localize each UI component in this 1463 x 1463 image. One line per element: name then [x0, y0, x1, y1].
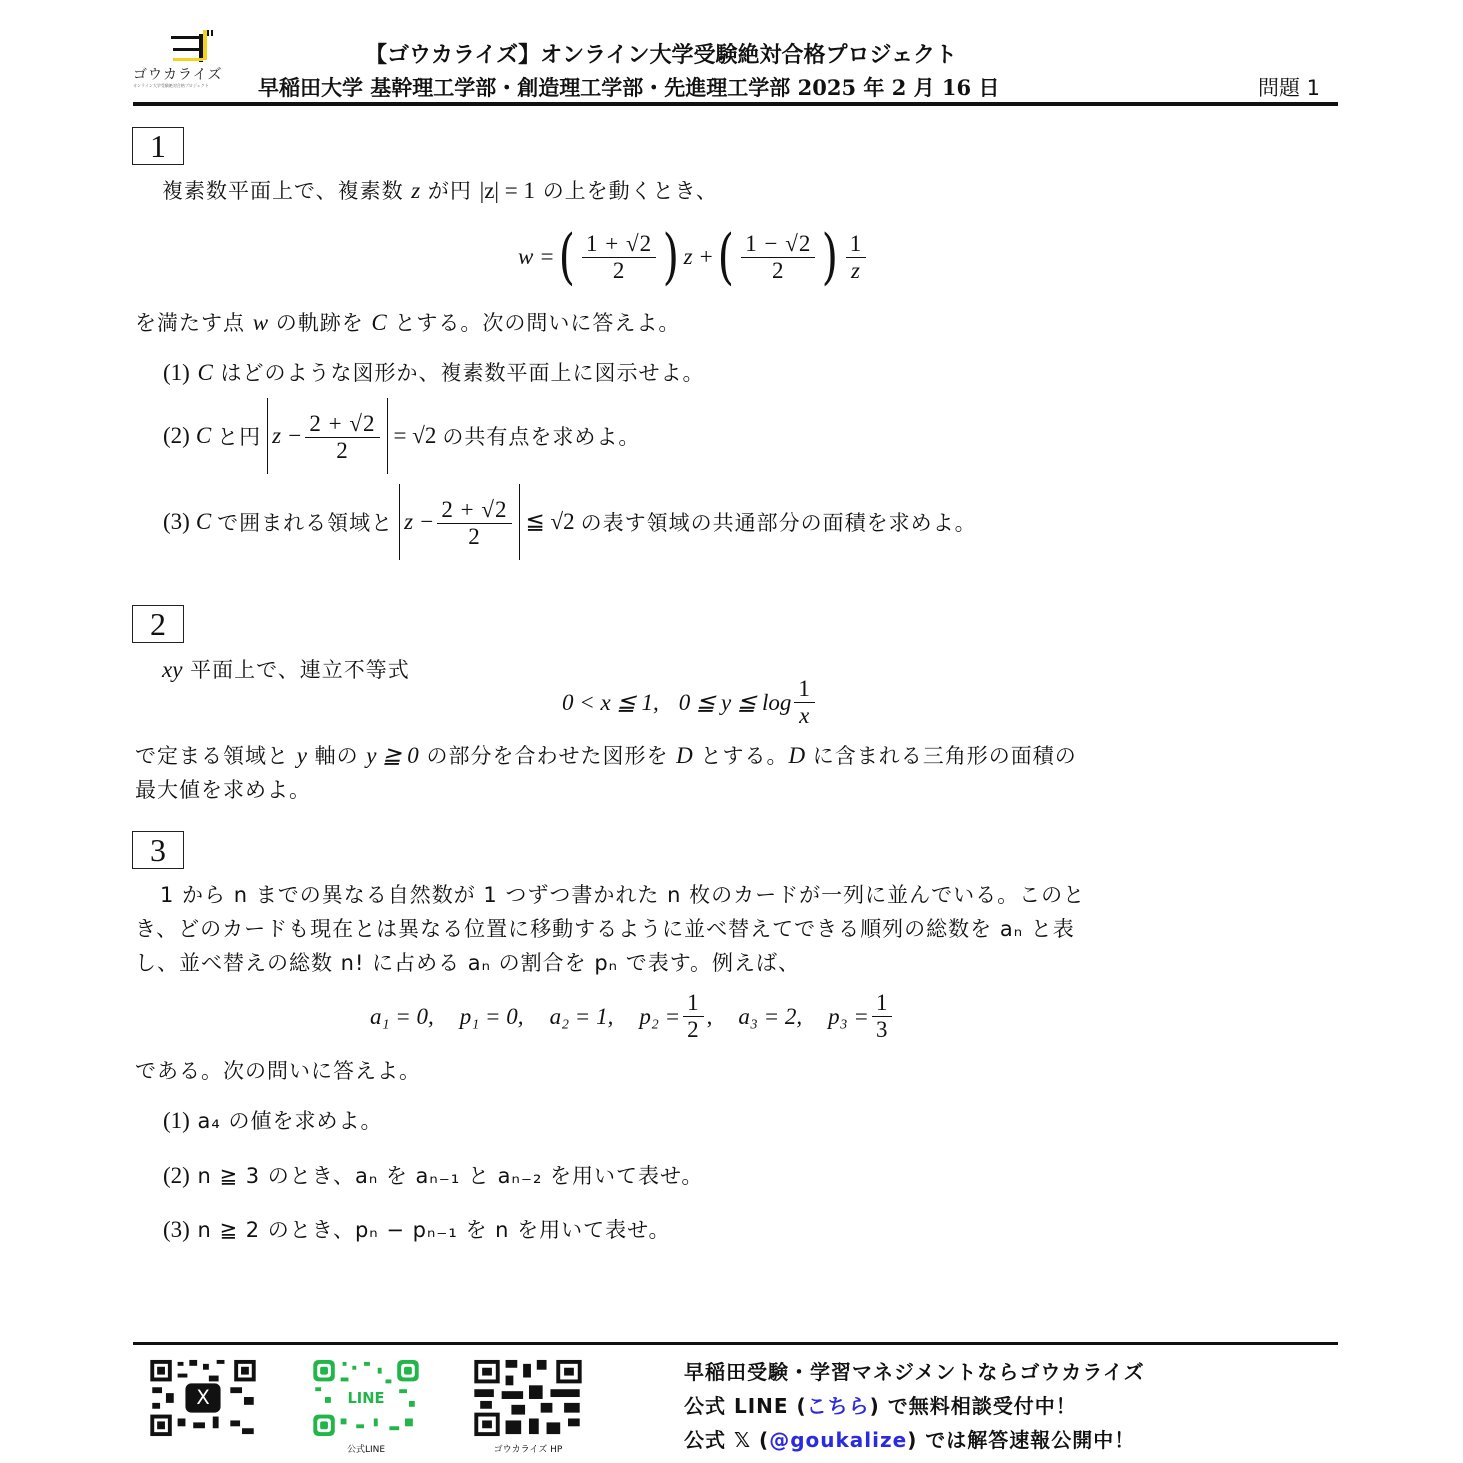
var-C: C	[195, 423, 212, 448]
text: が円	[427, 179, 472, 203]
denominator: x	[799, 703, 811, 728]
text: 軸の	[314, 744, 359, 768]
fraction	[305, 411, 379, 464]
relation: = √2	[393, 423, 437, 448]
text: 平面上で、連立不等式	[190, 658, 410, 682]
problem-3-paragraph-2: き、どのカードも現在とは異なる位置に移動するように並べ替えてできる順列の総数を aₙ と表	[135, 917, 1075, 941]
example-a2: a₂ = 1,	[549, 1003, 614, 1029]
question-text: はどのような図形か、複素数平面上に図示せよ。	[220, 361, 705, 385]
page-label: 問題 1	[1258, 76, 1321, 100]
qr-line-label: 公式LINE	[346, 1445, 386, 1455]
problem-3-question-3	[163, 1214, 671, 1244]
relation: ≦ √2	[525, 509, 575, 534]
qr-line[interactable]	[310, 1358, 422, 1455]
denominator: 2	[336, 437, 349, 463]
header-subtitle	[258, 72, 999, 102]
question-label: (1)	[163, 1108, 190, 1133]
var-w: w	[252, 310, 269, 335]
problem-2-intro	[162, 654, 410, 684]
var-D: D	[676, 743, 693, 768]
x-account-link[interactable]: @goukalize	[769, 1428, 908, 1452]
footer-rule	[133, 1342, 1338, 1345]
logo-tagline: オンライン大学受験絶対合格プロジェクト	[133, 83, 209, 88]
problem-2-body-last: 最大値を求めよ。	[135, 778, 311, 802]
numerator: 1 + √2	[582, 231, 656, 258]
inequality-x: 0 < x ≦ 1,	[562, 689, 659, 715]
question-text: n ≧ 3 のとき、aₙ を aₙ₋₁ と aₙ₋₂ を用いて表せ。	[197, 1164, 704, 1188]
logo-name: ゴウカライズ	[133, 67, 223, 83]
var-C: C	[195, 509, 212, 534]
text: ) では解答速報公開中！	[907, 1428, 1136, 1452]
fraction	[437, 497, 511, 550]
denominator: 2	[468, 523, 481, 549]
text: 公式 𝕏 (	[684, 1428, 770, 1452]
fraction	[846, 231, 867, 284]
problem-2-number: 2	[132, 605, 184, 643]
denominator: z	[851, 257, 861, 283]
numerator: 1	[794, 676, 815, 703]
example-p2: p₂ = $\frac{1}{2}$ ,	[639, 990, 713, 1042]
qr-hp-label: ゴウカライズ HP	[493, 1445, 563, 1455]
text: 公式 LINE (	[684, 1394, 807, 1418]
paren-open: (	[558, 222, 576, 292]
numerator: 1	[846, 231, 867, 258]
problem-3-question-1	[163, 1105, 382, 1135]
exam-university: 早稲田大学 基幹理工学部・創造理工学部・先進理工学部	[258, 76, 791, 100]
paren-close: )	[662, 222, 680, 292]
fraction	[872, 990, 893, 1043]
inequality-y-text: 0 ≦ y ≦ log	[678, 689, 792, 715]
math-condition: |z| = 1	[479, 178, 535, 203]
paren-close: )	[822, 222, 840, 292]
qr-code-homepage-icon	[472, 1358, 584, 1438]
absolute-value	[399, 484, 519, 560]
example-a1: a₁ = 0,	[370, 1003, 434, 1029]
var-y: y	[296, 743, 307, 768]
question-label: (2)	[163, 1163, 190, 1188]
goukalize-logo	[133, 28, 243, 94]
problem-1-formula	[518, 222, 869, 292]
question-label: (1)	[163, 360, 190, 385]
text: とする。次の問いに答えよ。	[394, 311, 681, 335]
text: 複素数平面上で、複素数	[162, 179, 404, 203]
denominator: 2	[772, 257, 785, 283]
problem-3-question-2	[163, 1160, 703, 1190]
problem-1-number: 1	[132, 127, 184, 165]
text: とする。	[700, 744, 789, 768]
footer-line-3	[684, 1424, 1135, 1453]
question-text: a₄ の値を求めよ。	[197, 1109, 383, 1133]
fraction	[741, 231, 815, 284]
question-text: の共有点を求めよ。	[442, 425, 641, 449]
problem-3-paragraph-1: 1 から n までの異なる自然数が 1 つずつ書かれた n 枚のカードが一列に並んでいる。このと	[160, 883, 1086, 907]
problem-1-question-2	[163, 398, 640, 474]
problem-3-number: 3	[132, 831, 184, 869]
question-label: (3)	[163, 509, 190, 534]
problem-1-question-3	[163, 484, 977, 560]
denominator: 2	[612, 257, 626, 283]
qr-code-x-icon	[147, 1358, 259, 1438]
footer-line-2	[684, 1390, 1077, 1419]
text: を満たす点	[135, 311, 245, 335]
numerator: 1 − √2	[741, 231, 815, 258]
example-a3: a₃ = 2,	[738, 1003, 803, 1029]
example-p3	[828, 990, 895, 1043]
text: で囲まれる領域と	[217, 511, 394, 535]
problem-3-after: である。次の問いに答えよ。	[135, 1059, 421, 1083]
text: の軌跡を	[275, 311, 364, 335]
var-xy: xy	[162, 657, 183, 682]
denominator: 2	[687, 1017, 700, 1042]
fraction	[794, 676, 815, 729]
logo-mark-icon	[133, 28, 243, 64]
formula-mid: z +	[683, 244, 714, 269]
example-p3-lhs: p₃ =	[828, 1003, 869, 1029]
question-label: (3)	[163, 1217, 190, 1242]
denominator: 3	[875, 1017, 889, 1042]
var-C: C	[197, 360, 213, 385]
svg-text:X: X	[196, 1385, 210, 1409]
text: ) で無料相談受付中！	[869, 1394, 1077, 1418]
text: の上を動くとき、	[542, 179, 718, 203]
example-p1: p₁ = 0,	[459, 1003, 524, 1029]
numerator: 2 + √2	[305, 411, 379, 438]
header-rule	[133, 102, 1338, 106]
var-C: C	[371, 310, 387, 335]
absolute-value	[267, 398, 387, 474]
problem-1-intro	[162, 175, 718, 205]
fraction	[582, 231, 656, 284]
var-z: z	[411, 178, 421, 203]
paren-open: (	[717, 222, 735, 292]
numerator: 1	[683, 990, 704, 1017]
question-text: の表す領域の共通部分の面積を求めよ。	[580, 511, 977, 535]
header-title: 【ゴウカライズ】オンライン大学受験絶対合格プロジェクト	[365, 43, 958, 68]
abs-z: z −	[272, 423, 303, 448]
text: と円	[217, 425, 262, 449]
numerator: 2 + √2	[437, 497, 511, 524]
text: で定まる領域と	[135, 744, 289, 768]
math-condition: y ≧ 0	[366, 743, 419, 768]
question-label: (2)	[163, 423, 190, 448]
problem-1-question-1	[163, 357, 705, 387]
formula-lhs: w =	[518, 244, 555, 269]
exam-date: 2025 年 2 月 16 日	[797, 75, 1000, 100]
abs-z: z −	[404, 509, 435, 534]
problem-2-body	[135, 740, 1077, 770]
example-p2-lhs: p₂ =	[639, 1003, 681, 1029]
problem-1-after	[135, 307, 680, 337]
svg-text:LINE: LINE	[347, 1389, 385, 1407]
fraction	[683, 990, 704, 1043]
question-text: n ≧ 2 のとき、pₙ − pₙ₋₁ を n を用いて表せ。	[197, 1218, 671, 1242]
inequality-y	[679, 676, 818, 729]
qr-hp[interactable]	[472, 1358, 584, 1455]
numerator: 1	[872, 990, 893, 1017]
problem-2-inequality	[562, 676, 818, 729]
problem-3-paragraph-3: し、並べ替えの総数 n! に占める aₙ の割合を pₙ で表す。例えば、	[135, 951, 801, 975]
problem-3-examples	[370, 990, 895, 1043]
qr-x[interactable]	[147, 1358, 259, 1442]
qr-code-line-icon	[310, 1358, 422, 1438]
var-D: D	[788, 743, 806, 768]
footer-line-1: 早稲田受験・学習マネジメントならゴウカライズ	[684, 1360, 1145, 1384]
text: の部分を合わせた図形を	[426, 744, 669, 768]
line-link[interactable]: こちら	[806, 1394, 870, 1418]
text: に含まれる三角形の面積の	[812, 744, 1077, 768]
